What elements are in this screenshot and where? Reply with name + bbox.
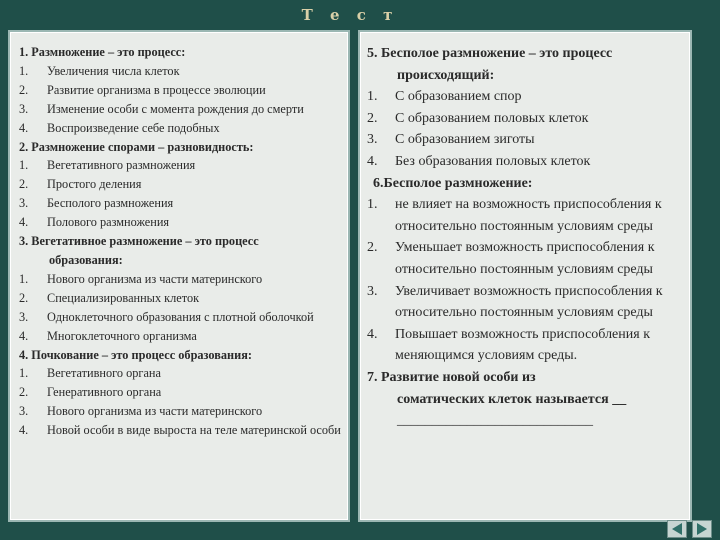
question-2-title: 2. Размножение спорами – разновидность:	[19, 139, 254, 154]
question-4-title: 4. Почкование – это процесс образования:	[19, 347, 252, 362]
question-1-title: 1. Размножение – это процесс:	[19, 45, 186, 59]
question-3-title: 3. Вегетативное размножение – это процесс	[19, 234, 259, 249]
q4-option-4: 4. Новой особи в виде выроста на теле материнской особи	[19, 423, 341, 438]
q3-option-1: 1. Нового организма из части материнского	[19, 271, 263, 286]
q1-option-4: 4. Воспроизведение себе подобных	[19, 120, 220, 135]
q2-option-1: 1. Вегетативного размножения	[19, 158, 196, 173]
q5-option-4: 4. Без образования половых клеток	[367, 153, 591, 169]
q5-option-2: 2. С образованием половых клеток	[367, 110, 589, 126]
q1-option-1: 1. Увеличения числа клеток	[19, 63, 180, 78]
q4-option-3: 3. Нового организма из части материнского	[19, 404, 263, 419]
slide-title: Т е с т	[301, 6, 399, 24]
q2-option-4: 4. Полового размножения	[19, 215, 170, 230]
q4-option-2: 2. Генеративного органа	[19, 385, 162, 400]
q3-option-3: 3. Одноклеточного образования с плотной оболочкой	[19, 309, 314, 324]
right-question-panel	[360, 32, 690, 520]
triangle-left-icon	[668, 521, 686, 537]
q4-option-1: 1. Вегетативного органа	[19, 366, 161, 381]
triangle-right-icon	[693, 521, 711, 537]
q6-option-3: 3. Увеличивает возможность приспособления к относительно постоянным условиям среды	[367, 283, 663, 321]
q5-option-3: 3. С образованием зиготы	[367, 132, 535, 148]
q3-option-4: 4. Многоклеточного организма	[19, 328, 197, 343]
next-slide-button[interactable]	[692, 520, 712, 538]
q5-option-1: 1. С образованием спор	[367, 89, 522, 105]
left-question-panel	[10, 32, 348, 520]
q6-option-2: 2. Уменьшает возможность приспособления к относительно постоянным условиям среды	[367, 240, 655, 277]
q1-option-3: 3. Изменение особи с момента рождения до смерти	[19, 101, 304, 116]
q1-option-2: 2. Развитие организма в процессе эволюции	[19, 82, 266, 97]
question-6-title: 6.Бесполое размножение:	[373, 175, 533, 191]
question-5-title: 5. Бесполое размножение – это процесс	[367, 46, 613, 61]
q2-option-2: 2. Простого деления	[19, 177, 142, 192]
question-5-title-cont: происходящий:	[397, 67, 495, 83]
question-7-title-cont: соматических клеток называется __	[397, 391, 627, 407]
q3-option-2: 2. Специализированных клеток	[19, 290, 200, 305]
q6-option-1: 1. не влияет на возможность приспособления к относительно постоянным условиям среды	[367, 197, 662, 234]
question-7-title: 7. Развитие новой особи из	[367, 369, 536, 385]
q2-option-3: 3. Бесполого размножения	[19, 196, 174, 211]
question-7-answer-blank: ____________________________	[397, 413, 593, 429]
q6-option-4: 4. Повышает возможность приспособления к меняющимся условиям среды.	[367, 326, 650, 364]
previous-slide-button[interactable]	[667, 520, 687, 538]
question-3-title-cont: образования:	[49, 252, 123, 267]
